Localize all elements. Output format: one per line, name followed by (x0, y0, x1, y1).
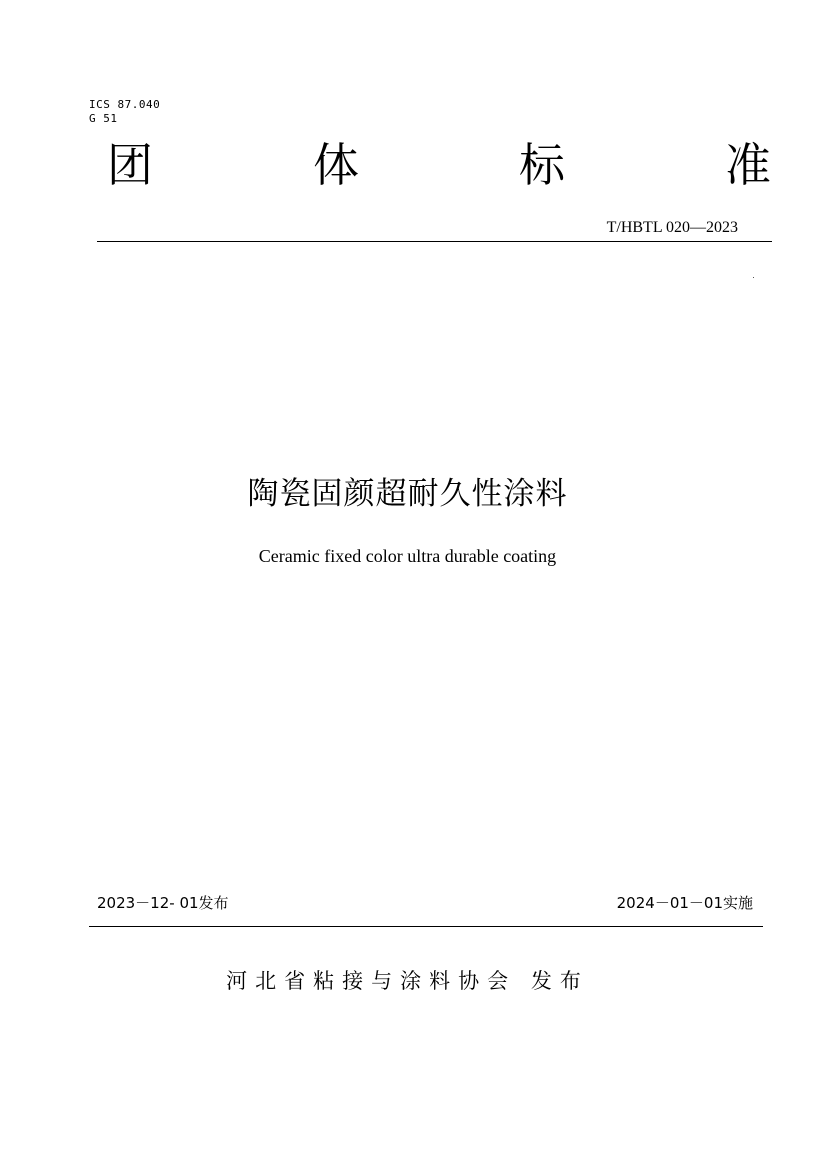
standard-number: T/HBTL 020—2023 (606, 219, 738, 236)
document-type-title (107, 138, 771, 192)
publisher: 河北省粘接与涂料协会 发布 (226, 969, 589, 993)
standard-title-cn: 陶瓷固颜超耐久性涂料 (247, 476, 568, 512)
header-divider (97, 241, 772, 242)
stray-dot (753, 277, 754, 278)
title-char-3: 标 (519, 138, 565, 192)
classification-code: G 51 (89, 112, 118, 125)
title-char-1: 团 (107, 138, 153, 192)
standard-title-en: Ceramic fixed color ultra durable coating (258, 546, 557, 566)
title-char-2: 体 (313, 138, 359, 192)
issue-date: 2023－12- 01发布 (97, 894, 229, 912)
ics-code: ICS 87.040 (89, 98, 161, 111)
title-char-4: 准 (725, 138, 771, 192)
implementation-date: 2024－01－01实施 (616, 894, 753, 912)
footer-divider (89, 926, 763, 927)
